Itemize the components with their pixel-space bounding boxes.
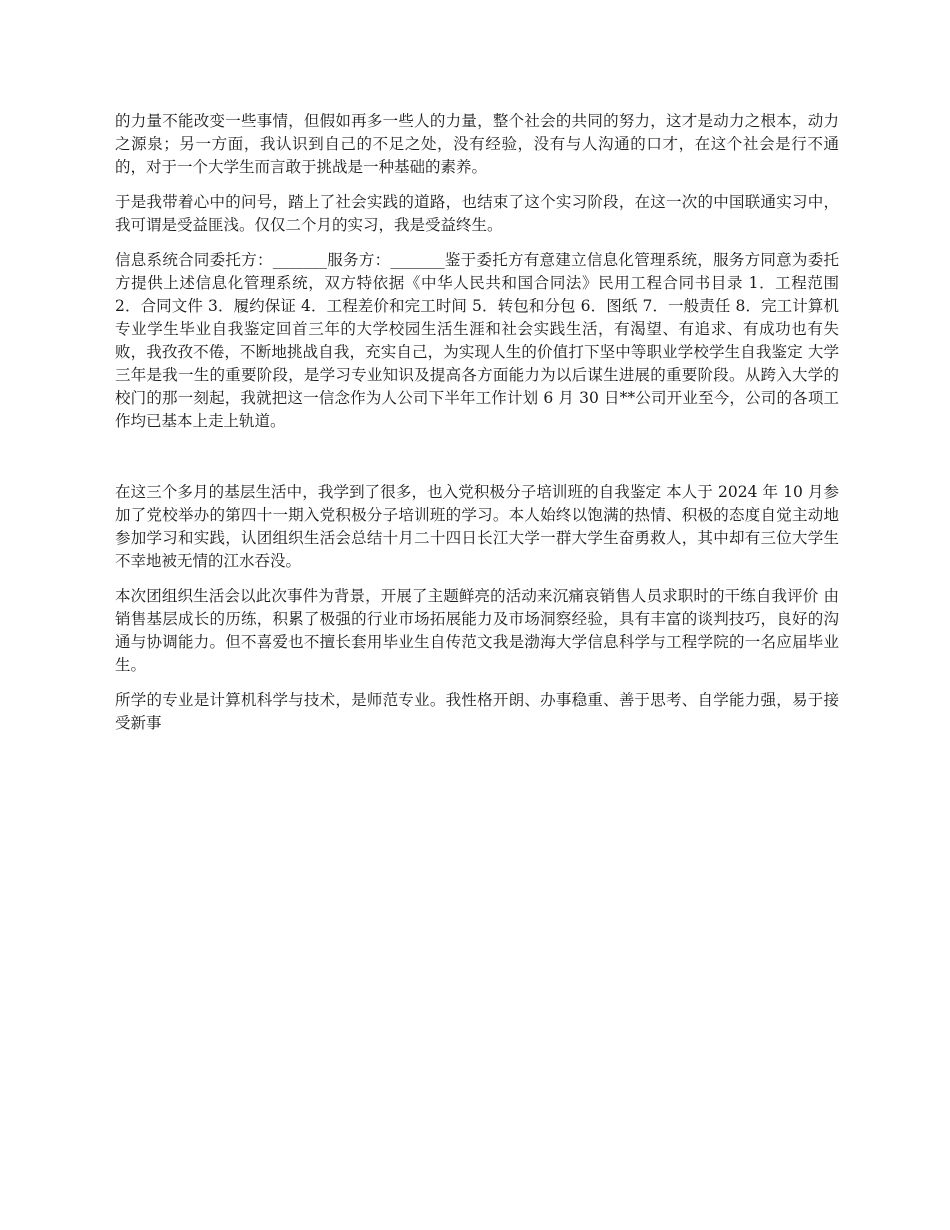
paragraph-6: 所学的专业是计算机科学与技术，是师范专业。我性格开朗、办事稳重、善于思考、自学能力强，易于接受新事 bbox=[115, 691, 839, 732]
paragraph-3: 信息系统合同委托方：_______服务方：_______鉴于委托方有意建立信息化管理系统，服务方同意为委托方提供上述信息化管理系统，双方特依据《中华人民共和国合同法》民用工程合同书目录 1．工程范围 2．合同文件 3．履约保证 4．工程差价和完工时间 5．转包和分包 6．图纸 7．一般责任 8．完工计算机专业学生毕业自我鉴定回首三年的大学校园生活生涯和社会实践生活，有渴望、有追求、有成功也有失败，我孜孜不倦，不断地挑战自我，充实自己，为实现人生的价值打下坚中等职业学校学生自我鉴定 大学三年是我一生的重要阶段，是学习专业知识及提高各方面能力为以后谋生进展的重要阶段。从跨入大学的校门的那一刻起，我就把这一信念作为人公司下半年工作计划 6 月 30 日**公司开业至今，公司的各项工作均已基本上走上轨道。 bbox=[115, 251, 839, 430]
document-page bbox=[115, 110, 839, 747]
paragraph-2: 于是我带着心中的问号，踏上了社会实践的道路，也结束了这个实习阶段，在这一次的中国联通实习中，我可谓是受益匪浅。仅仅二个月的实习，我是受益终生。 bbox=[115, 193, 839, 234]
paragraph-1: 的力量不能改变一些事情，但假如再多一些人的力量，整个社会的共同的努力，这才是动力之根本，动力之源泉；另一方面，我认识到自己的不足之处，没有经验，没有与人沟通的口才，在这个社会是行不通的，对于一个大学生而言敢于挑战是一种基础的素养。 bbox=[115, 112, 839, 176]
paragraph-5: 本次团组织生活会以此次事件为背景，开展了主题鲜亮的活动来沉痛哀销售人员求职时的干练自我评价 由销售基层成长的历练，积累了极强的行业市场拓展能力及市场洞察经验，具有丰富的谈判技巧，良好的沟通与协调能力。但不喜爱也不擅长套用毕业生自传范文我是渤海大学信息科学与工程学院的一名应届毕业生。 bbox=[115, 587, 839, 674]
section-gap bbox=[115, 445, 839, 481]
paragraph-4: 在这三个多月的基层生活中，我学到了很多，也入党积极分子培训班的自我鉴定 本人于 2024 年 10 月参加了党校举办的第四十一期入党积极分子培训班的学习。本人始终以饱满的热情、积极的态度自觉主动地参加学习和实践，认团组织生活会总结十月二十四日长江大学一群大学生奋勇救人，其中却有三位大学生不幸地被无情的江水吞没。 bbox=[115, 483, 839, 570]
